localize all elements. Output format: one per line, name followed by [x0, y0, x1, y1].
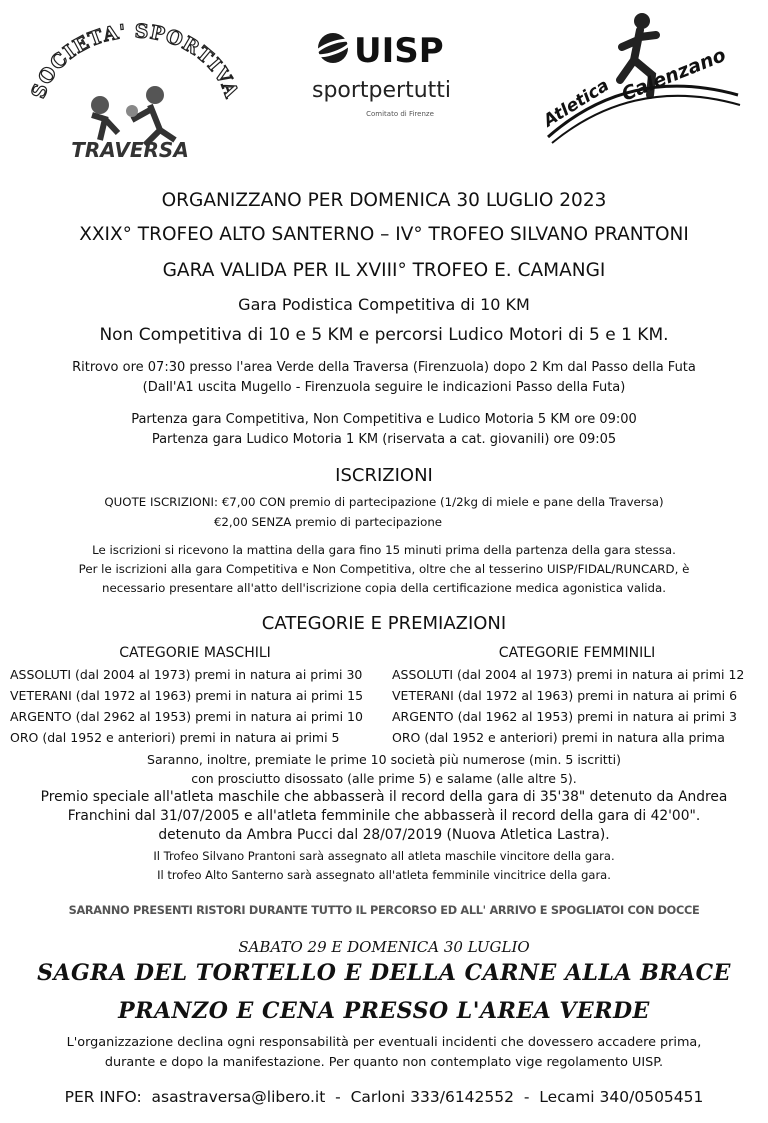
uisp-logo — [300, 20, 480, 130]
header-line-5: Non Competitiva di 10 e 5 KM e percorsi Ludico Motori di 5 e 1 KM. — [99, 325, 669, 345]
quote-line-2: €2,00 SENZA premio di partecipazione — [213, 515, 443, 529]
svg-text:Comitato di Firenze: Comitato di Firenze — [366, 110, 434, 118]
categorie-maschili — [10, 645, 380, 748]
quote-line-1: QUOTE ISCRIZIONI: €7,00 CON premio di partecipazione (1/2kg di miele e pane della Traversa) — [104, 495, 664, 509]
header-line-1: ORGANIZZANO PER DOMENICA 30 LUGLIO 2023 — [161, 190, 607, 211]
categoria-row: ORO (dal 1952 e anteriori) premi in natura ai primi 5 — [10, 730, 340, 745]
categoria-row: ASSOLUTI (dal 2004 al 1973) premi in natura ai primi 30 — [10, 667, 363, 682]
svg-text:sportpertutti: sportpertutti — [312, 78, 452, 103]
disclaimer-line-1: L'organizzazione declina ogni responsabilità per eventuali incidenti che dovessero accadere prima, — [66, 1035, 702, 1050]
iscrizioni-title: ISCRIZIONI — [335, 465, 433, 486]
categoria-row: VETERANI (dal 1972 al 1963) premi in natura ai primi 6 — [392, 688, 738, 703]
premi-line-1: Saranno, inoltre, premiate le prime 10 società più numerose (min. 5 iscritti) — [147, 752, 621, 767]
ristori-banner: SARANNO PRESENTI RISTORI DURANTE TUTTO IL PERCORSO ED ALL' ARRIVO E SPOGLIATOI CON DOCCE — [68, 904, 700, 917]
partenza-line-1: Partenza gara Competitiva, Non Competitiva e Ludico Motoria 5 KM ore 09:00 — [131, 412, 637, 427]
atletica-calenzano-logo — [530, 5, 755, 145]
ritrovo-line-1: Ritrovo ore 07:30 presso l'area Verde della Traversa (Firenzuola) dopo 2 Km dal Passo della Futa — [72, 360, 696, 375]
iscrizioni-info-3: necessario presentare all'atto dell'iscrizione copia della certificazione medica agonistica valida. — [102, 581, 666, 595]
categorie-femminili-title: CATEGORIE FEMMINILI — [498, 645, 656, 661]
premi-line-2: con prosciutto disossato (alle prime 5) e salame (alle altre 5). — [191, 771, 577, 786]
contact-info: PER INFO: asastraversa@libero.it - Carloni 333/6142552 - Lecami 340/0505451 — [64, 1088, 704, 1106]
partenza-line-2: Partenza gara Ludico Motoria 1 KM (riservata a cat. giovanili) ore 09:05 — [151, 432, 617, 447]
svg-text:TRAVERSA: TRAVERSA — [71, 138, 189, 162]
categoria-row: VETERANI (dal 1972 al 1963) premi in natura ai primi 15 — [10, 688, 364, 703]
svg-text:Atletica: Atletica — [540, 75, 613, 132]
categorie-maschili-title: CATEGORIE MASCHILI — [119, 645, 271, 661]
sagra-date: SABATO 29 E DOMENICA 30 LUGLIO — [238, 938, 530, 956]
ritrovo-line-2: (Dall'A1 uscita Mugello - Firenzuola seguire le indicazioni Passo della Futa) — [142, 380, 626, 395]
categorie-title: CATEGORIE E PREMIAZIONI — [261, 613, 507, 634]
sagra-title-1: SAGRA DEL TORTELLO E DELLA CARNE ALLA BRACE — [37, 960, 731, 986]
disclaimer-line-2: durante e dopo la manifestazione. Per quanto non contemplato vige regolamento UISP. — [104, 1055, 664, 1070]
categoria-row: ASSOLUTI (dal 2004 al 1973) premi in natura ai primi 12 — [392, 667, 745, 682]
header-line-2: XXIX° TROFEO ALTO SANTERNO – IV° TROFEO SILVANO PRANTONI — [79, 224, 689, 245]
sagra-title-2: PRANZO E CENA PRESSO L'AREA VERDE — [118, 998, 650, 1024]
header-line-3: GARA VALIDA PER IL XVIII° TROFEO E. CAMANGI — [162, 260, 606, 281]
header-line-4: Gara Podistica Competitiva di 10 KM — [238, 295, 530, 314]
premi-line-7: Il trofeo Alto Santerno sarà assegnato all'atleta femminile vincitrice della gara. — [157, 868, 611, 882]
categoria-row: ORO (dal 1952 e anteriori) premi in natura alla prima — [392, 730, 725, 745]
categoria-row: ARGENTO (dal 1962 al 1953) premi in natura ai primi 3 — [392, 709, 737, 724]
premi-line-4: Franchini dal 31/07/2005 e all'atleta femminile che abbasserà il record della gara di 42'00". — [67, 808, 701, 824]
premi-line-3: Premio speciale all'atleta maschile che abbasserà il record della gara di 35'38" detenuto da Andrea — [40, 789, 728, 805]
svg-text:Calenzano: Calenzano — [618, 43, 730, 106]
svg-text:UISP: UISP — [354, 31, 444, 71]
svg-text:SOCIETA' SPORTIVA: SOCIETA' SPORTIVA — [27, 20, 240, 102]
iscrizioni-info-2: Per le iscrizioni alla gara Competitiva e Non Competitiva, oltre che al tesserino UISP/FIDAL/RUNCARD, è — [78, 562, 690, 576]
categoria-row: ARGENTO (dal 2962 al 1953) premi in natura ai primi 10 — [10, 709, 363, 724]
iscrizioni-info-1: Le iscrizioni si ricevono la mattina della gara fino 15 minuti prima della partenza della gara stessa. — [92, 543, 676, 557]
societa-sportiva-traversa-logo — [20, 15, 240, 165]
premi-line-6: Il Trofeo Silvano Prantoni sarà assegnato all atleta maschile vincitore della gara. — [153, 849, 615, 863]
categorie-femminili — [392, 645, 762, 748]
premi-line-5: detenuto da Ambra Pucci dal 28/07/2019 (Nuova Atletica Lastra). — [158, 827, 610, 843]
